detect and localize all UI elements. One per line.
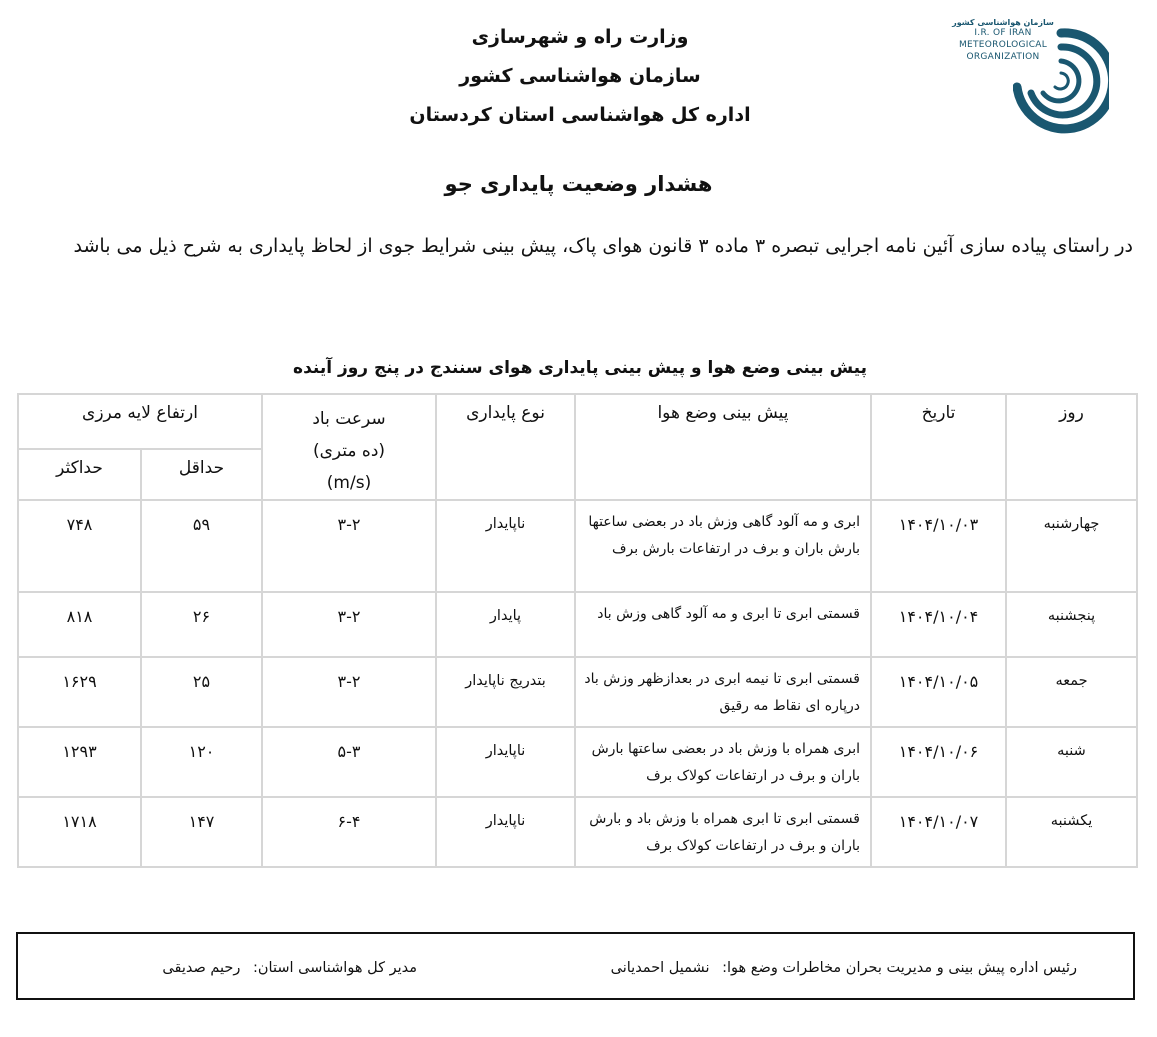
table-header-row	[18, 394, 1137, 449]
intro-paragraph: در راستای پیاده سازی آئین نامه اجرایی تبصره ۳ ماده ۳ قانون هوای پاک، پیش بینی شرایط جوی از لحاظ پایداری به شرح ذیل می باشد	[73, 235, 1133, 257]
ministry-name: وزارت راه و شهرسازی	[471, 26, 689, 48]
cell-max: ۸۱۸	[18, 592, 141, 657]
organization-name: سازمان هواشناسی کشور	[459, 65, 701, 87]
cell-stability: بتدریج ناپایدار	[436, 657, 575, 727]
cell-stability: ناپایدار	[436, 797, 575, 867]
logo-text-en-3: ORGANIZATION	[966, 52, 1040, 62]
cell-wind: ۳-۲	[262, 592, 436, 657]
cell-forecast: ابری همراه با وزش باد در بعضی ساعتها بارش باران و برف در ارتفاعات کولاک برف	[575, 727, 871, 797]
cell-date: ۱۴۰۴/۱۰/۰۶	[871, 727, 1006, 797]
cell-day: یکشنبه	[1006, 797, 1137, 867]
column-header-max: حداکثر	[18, 449, 141, 500]
cell-max: ۱۷۱۸	[18, 797, 141, 867]
cell-day: چهارشنبه	[1006, 500, 1137, 592]
cell-max: ۷۴۸	[18, 500, 141, 592]
column-header-wind-speed	[262, 394, 436, 500]
cell-day: شنبه	[1006, 727, 1137, 797]
wind-header-line-1: سرعت باد	[312, 409, 386, 429]
director-signature	[162, 960, 417, 976]
cell-date: ۱۴۰۴/۱۰/۰۷	[871, 797, 1006, 867]
forecast-head-signature	[611, 960, 1077, 976]
cell-min: ۲۵	[141, 657, 262, 727]
signature-box	[16, 932, 1135, 1000]
cell-min: ۵۹	[141, 500, 262, 592]
cell-min: ۱۴۷	[141, 797, 262, 867]
column-header-min: حداقل	[141, 449, 262, 500]
cell-max: ۱۲۹۳	[18, 727, 141, 797]
organization-logo	[949, 18, 1109, 140]
table-caption: پیش بینی وضع هوا و پیش بینی پایداری هوای سنندج در پنج روز آینده	[293, 358, 867, 378]
wind-header-line-3: (m/s)	[326, 473, 372, 493]
director-title: مدیر کل هواشناسی استان:	[253, 960, 417, 976]
cell-day: جمعه	[1006, 657, 1137, 727]
cell-max: ۱۶۲۹	[18, 657, 141, 727]
table-row	[18, 500, 1137, 592]
cell-stability: ناپایدار	[436, 727, 575, 797]
forecast-table	[17, 393, 1138, 868]
column-header-day: روز	[1006, 394, 1137, 500]
column-header-boundary-layer: ارتفاع لایه مرزی	[18, 394, 262, 449]
cell-date: ۱۴۰۴/۱۰/۰۳	[871, 500, 1006, 592]
logo-text-en-2: METEOROLOGICAL	[958, 40, 1048, 50]
cell-min: ۱۲۰	[141, 727, 262, 797]
cell-forecast: ابری و مه آلود گاهی وزش باد در بعضی ساعتها بارش باران و برف در ارتفاعات بارش برف	[575, 500, 871, 592]
cell-date: ۱۴۰۴/۱۰/۰۵	[871, 657, 1006, 727]
cell-wind: ۵-۳	[262, 727, 436, 797]
column-header-forecast: پیش بینی وضع هوا	[575, 394, 871, 500]
cell-stability: ناپایدار	[436, 500, 575, 592]
table-row	[18, 592, 1137, 657]
cell-date: ۱۴۰۴/۱۰/۰۴	[871, 592, 1006, 657]
document-header	[330, 18, 830, 135]
cell-wind: ۳-۲	[262, 657, 436, 727]
cell-forecast: قسمتی ابری تا ابری همراه با وزش باد و بارش باران و برف در ارتفاعات کولاک برف	[575, 797, 871, 867]
document-title: هشدار وضعیت پایداری جو	[444, 172, 713, 196]
meteorological-spiral-icon	[1013, 25, 1109, 141]
wind-header-line-2: (ده متری)	[312, 441, 386, 461]
cell-forecast: قسمتی ابری تا نیمه ابری در بعدازظهر وزش باد درپاره ای نقاط مه رقیق	[575, 657, 871, 727]
cell-stability: پایدار	[436, 592, 575, 657]
cell-day: پنجشنبه	[1006, 592, 1137, 657]
table-row	[18, 657, 1137, 727]
forecast-head-title: رئیس اداره پیش بینی و مدیریت بحران مخاطرات وضع هوا:	[722, 960, 1077, 976]
cell-forecast: قسمتی ابری تا ابری و مه آلود گاهی وزش باد	[575, 592, 871, 657]
office-name: اداره کل هواشناسی استان کردستان	[409, 104, 751, 126]
cell-min: ۲۶	[141, 592, 262, 657]
director-name: رحیم صدیقی	[162, 960, 241, 976]
column-header-stability: نوع پایداری	[436, 394, 575, 500]
table-row	[18, 797, 1137, 867]
logo-text-en-1: I.R. OF IRAN	[974, 28, 1032, 38]
column-header-date: تاریخ	[871, 394, 1006, 500]
cell-wind: ۶-۴	[262, 797, 436, 867]
logo-text-fa: سازمان هواشناسی کشور	[952, 18, 1054, 27]
cell-wind: ۳-۲	[262, 500, 436, 592]
table-row	[18, 727, 1137, 797]
forecast-head-name: نشمیل احمدیانی	[610, 960, 710, 976]
